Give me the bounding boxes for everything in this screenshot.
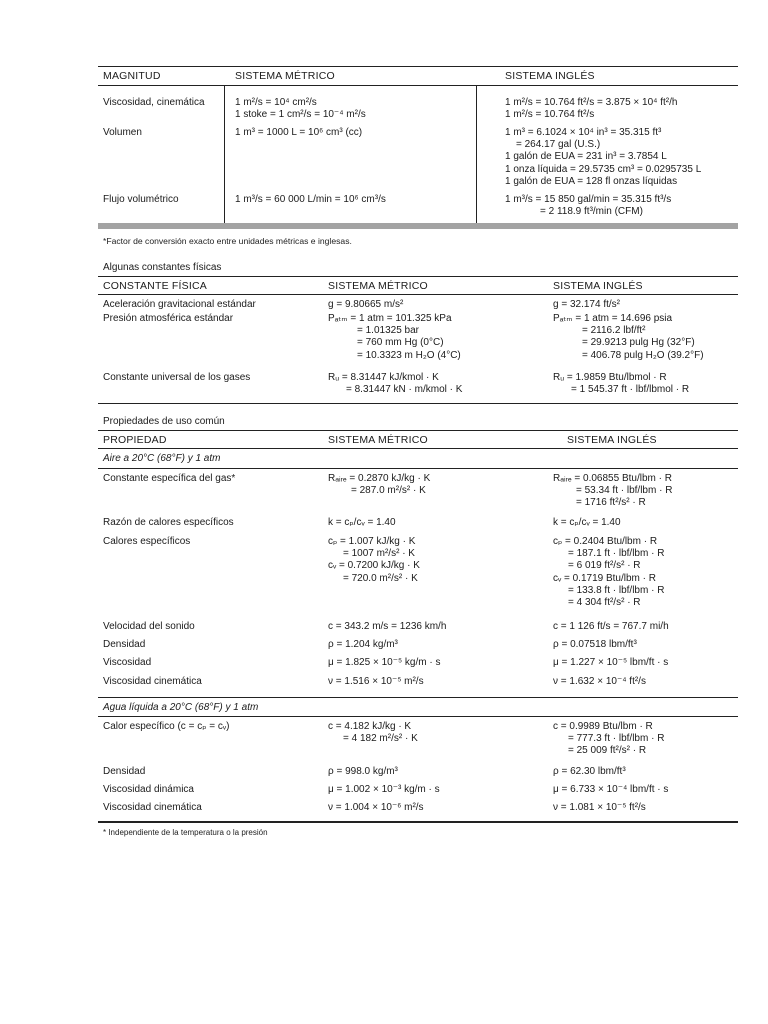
- metric-cell: [328, 784, 440, 796]
- english-line: = 25 009 ft²/s² · R: [568, 745, 647, 757]
- metric-cell: [328, 473, 430, 497]
- english-line: = 1 545.37 ft · lbf/lbmol · R: [571, 384, 690, 396]
- english-cell: [505, 127, 701, 188]
- metric-line: ρ = 998.0 kg/m³: [328, 766, 398, 777]
- english-line: 1 m³/s = 15 850 gal/min = 35.315 ft³/s: [505, 194, 672, 205]
- english-line: ν = 1.632 × 10⁻⁴ ft²/s: [553, 676, 646, 687]
- english-line: = 1716 ft²/s² · R: [576, 497, 646, 509]
- english-line: k = cₚ/cᵥ = 1.40: [553, 517, 621, 528]
- row-label: Velocidad del sonido: [103, 621, 195, 632]
- metric-line: Rᵤ = 8.31447 kJ/kmol · K: [328, 372, 439, 383]
- english-line: cᵥ = 0.1719 Btu/lbm · R: [553, 572, 656, 584]
- row-label: Viscosidad dinámica: [103, 784, 194, 795]
- english-line: = 187.1 ft · lbf/lbm · R: [568, 548, 665, 560]
- metric-line: = 8.31447 kN · m/kmol · K: [346, 384, 463, 396]
- table1-bottom-band: [98, 223, 738, 229]
- english-line: = 2 118.9 ft³/min (CFM): [540, 206, 643, 218]
- metric-line: Rₐᵢᵣₑ = 0.2870 kJ/kg · K: [328, 473, 431, 484]
- row-label: Viscosidad cinemática: [103, 676, 202, 687]
- table1-top-rule: [98, 66, 738, 67]
- metric-line: Pₐₜₘ = 1 atm = 101.325 kPa: [328, 313, 452, 324]
- metric-cell: [328, 676, 424, 688]
- english-cell: [553, 621, 669, 633]
- header-metrico: SISTEMA MÉTRICO: [328, 280, 428, 292]
- metric-line: k = cₚ/cᵥ = 1.40: [328, 517, 396, 528]
- english-line: c = 0.9989 Btu/lbm · R: [553, 721, 653, 732]
- row-label: Viscosidad: [103, 657, 152, 668]
- english-line: ν = 1.081 × 10⁻⁵ ft²/s: [553, 802, 646, 813]
- english-line: = 53.34 ft · lbf/lbm · R: [576, 485, 673, 497]
- english-line: 1 galón de EUA = 231 in³ = 3.7854 L: [505, 151, 667, 163]
- water-top-rule: [98, 697, 738, 698]
- metric-cell: [328, 639, 398, 651]
- table2-header-rule: [98, 294, 738, 295]
- header-ingles: SISTEMA INGLÉS: [505, 70, 595, 82]
- metric-cell: [235, 97, 366, 121]
- metric-line: = 760 mm Hg (0°C): [357, 337, 444, 349]
- row-label: Viscosidad, cinemática: [103, 97, 205, 108]
- english-line: 1 onza líquida = 29.5735 cm³ = 0.0295735 L: [505, 163, 702, 175]
- header-ingles: SISTEMA INGLÉS: [567, 434, 657, 446]
- metric-cell: [328, 802, 424, 814]
- metric-line: cᵥ = 0.7200 kJ/kg · K: [328, 560, 420, 572]
- water-subtitle-rule: [98, 716, 738, 717]
- metric-cell: [328, 299, 403, 311]
- metric-cell: [328, 372, 462, 396]
- row-label: Viscosidad cinemática: [103, 802, 202, 813]
- english-line: cₚ = 0.2404 Btu/lbm · R: [553, 536, 658, 547]
- table3-bottom-rule: [98, 821, 738, 823]
- metric-line: cₚ = 1.007 kJ/kg · K: [328, 536, 416, 547]
- header-metrico: SISTEMA MÉTRICO: [235, 70, 335, 82]
- english-line: 1 galón de EUA = 128 fl onzas líquidas: [505, 175, 678, 187]
- metric-cell: [235, 194, 386, 206]
- english-line: Pₐₜₘ = 1 atm = 14.696 psia: [553, 313, 673, 324]
- row-label: Presión atmosférica estándar: [103, 313, 234, 324]
- english-line: ρ = 62.30 lbm/ft³: [553, 766, 626, 777]
- header-magnitud: MAGNITUD: [103, 70, 161, 82]
- english-cell: [553, 372, 689, 396]
- english-cell: [553, 473, 672, 510]
- metric-cell: [328, 766, 398, 778]
- metric-cell: [328, 517, 396, 529]
- english-line: c = 1 126 ft/s = 767.7 mi/h: [553, 621, 669, 632]
- metric-cell: [328, 621, 446, 633]
- metric-line: c = 4.182 kJ/kg · K: [328, 721, 412, 732]
- row-label: Densidad: [103, 639, 146, 650]
- header-ingles: SISTEMA INGLÉS: [553, 280, 643, 292]
- metric-line: ρ = 1.204 kg/m³: [328, 639, 398, 650]
- english-cell: [553, 639, 637, 651]
- metric-cell: [235, 127, 362, 139]
- english-cell: [553, 536, 664, 609]
- metric-cell: [328, 536, 420, 585]
- english-line: Rᵤ = 1.9859 Btu/lbmol · R: [553, 372, 667, 383]
- english-line: g = 32.174 ft/s²: [553, 299, 620, 310]
- english-line: = 406.78 pulg H₂O (39.2°F): [582, 349, 704, 361]
- english-line: = 2116.2 lbf/ft²: [582, 325, 646, 337]
- metric-line: ν = 1.516 × 10⁻⁵ m²/s: [328, 676, 424, 687]
- english-line: 1 m²/s = 10.764 ft²/s = 3.875 × 10⁴ ft²/h: [505, 97, 678, 108]
- english-line: = 4 304 ft²/s² · R: [568, 597, 641, 609]
- table3-header-rule: [98, 448, 738, 449]
- row-label: Constante específica del gas*: [103, 473, 236, 484]
- english-line: Rₐᵢᵣₑ = 0.06855 Btu/lbm · R: [553, 473, 672, 484]
- header-constante: CONSTANTE FÍSICA: [103, 280, 207, 292]
- metric-line: = 287.0 m²/s² · K: [351, 485, 426, 497]
- metric-line: = 720.0 m²/s² · K: [343, 572, 418, 584]
- metric-line: = 1.01325 bar: [357, 325, 419, 337]
- metric-line: 1 m³/s = 60 000 L/min = 10⁶ cm³/s: [235, 194, 386, 205]
- english-cell: [553, 313, 704, 362]
- english-cell: [553, 784, 668, 796]
- row-label: Calores específicos: [103, 536, 191, 547]
- metric-line: μ = 1.002 × 10⁻³ kg/m · s: [328, 784, 440, 795]
- metric-line: g = 9.80665 m/s²: [328, 299, 404, 310]
- header-propiedad: PROPIEDAD: [103, 434, 167, 446]
- english-cell: [553, 676, 646, 688]
- metric-line: 1 stoke = 1 cm²/s = 10⁻⁴ m²/s: [235, 109, 366, 121]
- table3-top-rule: [98, 430, 738, 431]
- english-line: = 29.9213 pulg Hg (32°F): [582, 337, 695, 349]
- table1-header-rule: [98, 85, 738, 86]
- header-metrico: SISTEMA MÉTRICO: [328, 434, 428, 446]
- english-line: = 264.17 gal (U.S.): [516, 139, 601, 151]
- water-subtitle: Agua líquida a 20°C (68°F) y 1 atm: [103, 702, 259, 713]
- air-subtitle-rule: [98, 468, 738, 469]
- english-line: μ = 1.227 × 10⁻⁵ lbm/ft · s: [553, 657, 669, 668]
- metric-line: 1 m²/s = 10⁴ cm²/s: [235, 97, 317, 108]
- row-label: Constante universal de los gases: [103, 372, 251, 383]
- english-line: = 133.8 ft · lbf/lbm · R: [568, 584, 665, 596]
- metric-line: = 10.3323 m H₂O (4°C): [357, 349, 461, 361]
- english-cell: [553, 802, 646, 814]
- table2-bottom-rule: [98, 403, 738, 404]
- row-label: Calor específico (c = cₚ = cᵥ): [103, 721, 230, 732]
- english-line: 1 m²/s = 10.764 ft²/s: [505, 109, 595, 121]
- row-label: Flujo volumétrico: [103, 194, 179, 205]
- metric-line: = 4 182 m²/s² · K: [343, 733, 418, 745]
- english-line: μ = 6.733 × 10⁻⁴ lbm/ft · s: [553, 784, 669, 795]
- english-cell: [553, 657, 668, 669]
- english-line: 1 m³ = 6.1024 × 10⁴ in³ = 35.315 ft³: [505, 127, 662, 138]
- metric-cell: [328, 721, 418, 745]
- metric-cell: [328, 657, 440, 669]
- row-label: Volumen: [103, 127, 142, 138]
- english-line: ρ = 0.07518 lbm/ft³: [553, 639, 637, 650]
- table1-footnote: *Factor de conversión exacto entre unidades métricas e inglesas.: [103, 236, 352, 246]
- english-cell: [505, 194, 671, 218]
- metric-cell: [328, 313, 461, 362]
- metric-line: μ = 1.825 × 10⁻⁵ kg/m · s: [328, 657, 441, 668]
- air-subtitle: Aire a 20°C (68°F) y 1 atm: [103, 453, 221, 464]
- row-label: Razón de calores específicos: [103, 517, 234, 528]
- table1-divider-1: [224, 85, 225, 223]
- english-cell: [553, 517, 621, 529]
- row-label: Aceleración gravitacional estándar: [103, 299, 256, 310]
- table2-top-rule: [98, 276, 738, 277]
- english-line: = 6 019 ft²/s² · R: [568, 560, 641, 572]
- metric-line: c = 343.2 m/s = 1236 km/h: [328, 621, 447, 632]
- metric-line: = 1007 m²/s² · K: [343, 548, 415, 560]
- metric-line: 1 m³ = 1000 L = 10⁶ cm³ (cc): [235, 127, 363, 138]
- table3-footnote: * Independiente de la temperatura o la presión: [103, 828, 268, 837]
- english-cell: [553, 721, 664, 758]
- metric-line: ν = 1.004 × 10⁻⁶ m²/s: [328, 802, 424, 813]
- english-cell: [553, 299, 620, 311]
- row-label: Densidad: [103, 766, 146, 777]
- english-cell: [553, 766, 626, 778]
- constants-section-title: Algunas constantes físicas: [103, 262, 222, 273]
- english-cell: [505, 97, 677, 121]
- properties-section-title: Propiedades de uso común: [103, 416, 225, 427]
- table1-divider-2: [476, 85, 477, 223]
- english-line: = 777.3 ft · lbf/lbm · R: [568, 733, 665, 745]
